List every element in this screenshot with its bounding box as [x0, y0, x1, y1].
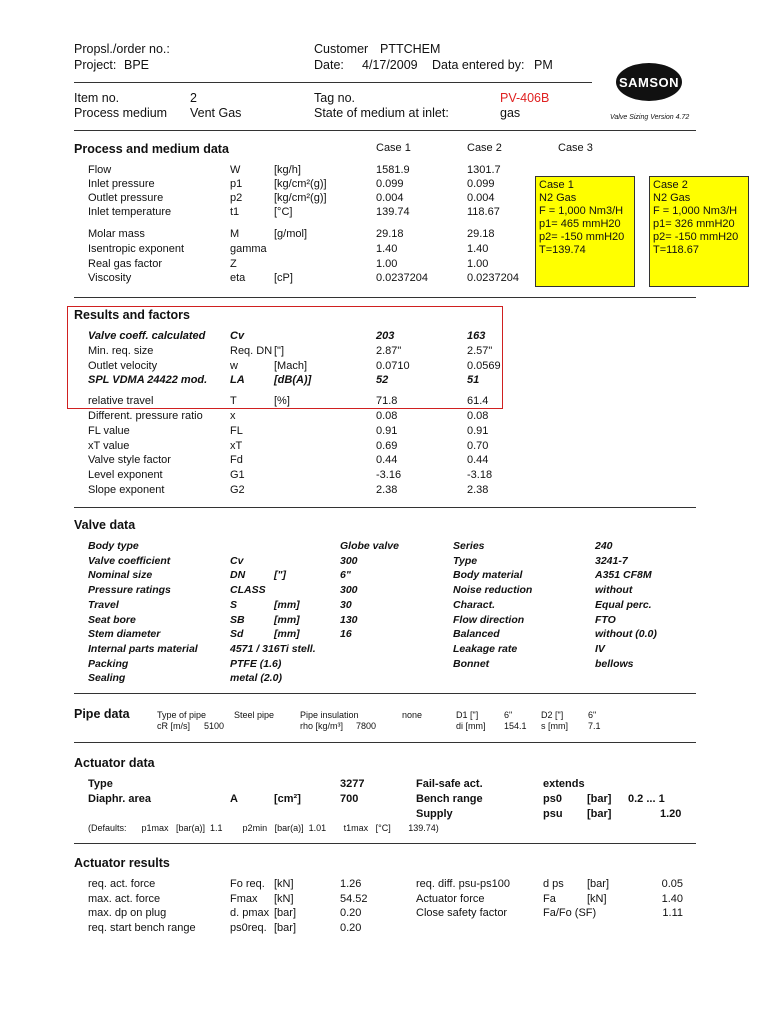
result-row-symbol: G2: [230, 484, 245, 496]
process-row-case2: 29.18: [467, 228, 495, 240]
d1-label: D1 ["]: [456, 710, 479, 720]
valve-row-label: Pressure ratings: [88, 584, 171, 597]
result-row-symbol: w: [230, 360, 238, 372]
failsafe-label: Fail-safe act.: [416, 778, 483, 790]
area-unit: [cm²]: [274, 793, 301, 805]
process-row-name: Inlet temperature: [88, 206, 172, 218]
result-row-symbol: xT: [230, 440, 243, 452]
note-line: p2= -150 mmH20: [653, 231, 739, 243]
valve-row-unit: [mm]: [274, 598, 300, 611]
valve-row-value2: 240: [595, 540, 613, 552]
valve-row-label2: Leakage rate: [453, 642, 518, 655]
area-sym: A: [230, 793, 238, 805]
valve-row-label2: Series: [453, 540, 485, 552]
bench-value: 0.2 ... 1: [628, 793, 665, 805]
pipe-type-label: Type of pipe: [157, 710, 207, 720]
actres-row-value: 1.26: [340, 878, 362, 890]
medium-label: Process medium: [74, 106, 168, 120]
valve-row-label: Travel: [88, 598, 119, 611]
actres-row-label: req. start bench range: [88, 922, 196, 934]
valve-row-symbol: 4571 / 316Ti stell.: [230, 642, 316, 655]
process-row-case1: 0.004: [376, 192, 404, 204]
area-value: 700: [340, 793, 359, 805]
result-row-case1: 203: [376, 330, 395, 342]
actres-row-unit: [bar]: [274, 922, 297, 934]
result-row-case2: 0.44: [467, 454, 489, 466]
valve-row-value: 30: [340, 598, 352, 611]
valve-row-symbol: metal (2.0): [230, 672, 282, 685]
note-line: Case 1: [539, 179, 574, 191]
result-row-case2: 51: [467, 374, 480, 386]
result-row-case2: 0.70: [467, 440, 489, 452]
actres-row-value2: 0.05: [661, 878, 683, 890]
result-row-case2: 0.91: [467, 425, 489, 437]
result-row-case1: 0.0710: [376, 360, 410, 372]
result-row-symbol: LA: [230, 374, 245, 386]
result-row-case2: 0.0569: [467, 360, 501, 372]
actres-row-symbol: Fo req.: [230, 878, 265, 890]
result-row-case1: 0.69: [376, 440, 398, 452]
di-value: 154.1: [504, 721, 527, 731]
result-row-name: xT value: [88, 440, 130, 452]
result-row-name: Slope exponent: [88, 484, 165, 496]
process-row-symbol: p1: [230, 178, 243, 190]
result-row-name: SPL VDMA 24422 mod.: [88, 374, 208, 386]
date-value: 4/17/2009: [362, 58, 418, 72]
actres-row-value: 0.20: [340, 922, 362, 934]
actres-row-symbol: ps0req.: [230, 922, 267, 934]
result-row-symbol: Fd: [230, 454, 243, 466]
case3-header: Case 3: [558, 142, 593, 154]
process-row-case1: 29.18: [376, 228, 404, 240]
valve-row-value: 300: [340, 584, 358, 597]
process-row-case1: 1.40: [376, 243, 398, 255]
customer-value: PTTCHEM: [380, 42, 441, 56]
result-row-case1: 0.44: [376, 454, 398, 466]
data-entered-value: PM: [534, 58, 553, 72]
valve-row-label2: Body material: [453, 569, 523, 582]
process-row-symbol: W: [230, 164, 241, 176]
process-row-name: Inlet pressure: [88, 178, 155, 190]
process-row-name: Flow: [88, 164, 112, 176]
valve-row-label2: Flow direction: [453, 613, 525, 626]
process-row-case1: 139.74: [376, 206, 410, 218]
result-row-name: Outlet velocity: [88, 360, 158, 372]
result-row-case2: 2.38: [467, 484, 489, 496]
process-row-name: Real gas factor: [88, 258, 162, 270]
valve-row-unit: [mm]: [274, 613, 300, 626]
area-label: Diaphr. area: [88, 793, 151, 805]
valve-row-value: Globe valve: [340, 540, 399, 552]
di-label: di [mm]: [456, 721, 486, 731]
supply-value: 1.20: [660, 808, 682, 820]
result-row-unit: ["]: [274, 345, 285, 357]
result-row-name: Valve style factor: [88, 454, 171, 466]
actres-row-value2: 1.40: [661, 893, 683, 905]
supply-label: Supply: [416, 808, 453, 820]
valve-row-label: Valve coefficient: [88, 554, 171, 567]
results-title: Results and factors: [74, 308, 191, 322]
process-row-unit: [g/mol]: [274, 228, 308, 240]
actres-row-symbol: Fmax: [230, 893, 258, 905]
valve-row-value2: A351 CF8M: [595, 569, 652, 582]
actres-row-unit2: [bar]: [587, 878, 610, 890]
process-row-symbol: t1: [230, 206, 240, 218]
result-row-case1: 0.91: [376, 425, 398, 437]
pipe-type-value: Steel pipe: [234, 710, 275, 720]
process-row-case2: 0.004: [467, 192, 495, 204]
process-row-case2: 0.0237204: [467, 272, 519, 284]
state-label: State of medium at inlet:: [314, 106, 449, 120]
valve-row-value2: without (0.0): [595, 628, 657, 641]
result-row-name: Valve coeff. calculated: [88, 330, 206, 342]
process-row-symbol: Z: [230, 258, 237, 270]
note-line: F = 1,000 Nm3/H: [653, 205, 738, 217]
actres-row-symbol2: Fa: [543, 893, 556, 905]
result-row-case2: 163: [467, 330, 486, 342]
s-label: s [mm]: [541, 721, 568, 731]
actres-row-value: 54.52: [340, 893, 368, 905]
process-row-name: Isentropic exponent: [88, 243, 185, 255]
valve-row-label: Nominal size: [88, 569, 153, 582]
d1-value: 6": [504, 710, 513, 720]
note-line: Case 2: [653, 179, 688, 191]
result-row-name: Level exponent: [88, 469, 163, 481]
result-row-unit: [%]: [274, 395, 290, 407]
valve-row-value: 16: [340, 628, 352, 641]
valve-row-label2: Noise reduction: [453, 584, 533, 597]
valve-row-label: Internal parts material: [88, 642, 198, 655]
process-row-case2: 1.40: [467, 243, 489, 255]
process-row-name: Outlet pressure: [88, 192, 164, 204]
item-label: Item no.: [74, 91, 120, 105]
valve-row-symbol: CLASS: [230, 584, 266, 597]
valve-row-value2: IV: [595, 642, 605, 655]
valve-row-unit: [mm]: [274, 628, 300, 641]
order-label: Propsl./order no.:: [74, 42, 170, 56]
medium-value: Vent Gas: [190, 106, 242, 120]
process-row-symbol: p2: [230, 192, 243, 204]
rho-value: 7800: [356, 721, 377, 731]
process-row-case1: 1.00: [376, 258, 398, 270]
supply-unit: [bar]: [587, 808, 612, 820]
valve-row-label: Packing: [88, 657, 129, 670]
samson-logo: SAMSON: [616, 63, 682, 101]
actres-row-unit: [kN]: [274, 893, 294, 905]
valve-row-symbol: PTFE (1.6): [230, 657, 282, 670]
process-row-case1: 1581.9: [376, 164, 410, 176]
process-row-symbol: eta: [230, 272, 246, 284]
valve-row-label: Body type: [88, 540, 139, 552]
valve-row-value2: Equal perc.: [595, 598, 652, 611]
supply-sym: psu: [543, 808, 563, 820]
actres-row-value2: 1.11: [662, 907, 683, 919]
process-row-case2: 1301.7: [467, 164, 501, 176]
project-label: Project:: [74, 58, 117, 72]
actres-row-symbol2: Fa/Fo (SF): [543, 907, 597, 919]
pipe-title: Pipe data: [74, 707, 130, 721]
valve-row-label2: Bonnet: [453, 657, 490, 670]
valve-row-label2: Balanced: [453, 628, 500, 641]
result-row-name: Different. pressure ratio: [88, 410, 203, 422]
process-row-symbol: M: [230, 228, 240, 240]
cr-value: 5100: [204, 721, 225, 731]
defaults-line: (Defaults: p1max [bar(a)] 1.1 p2min [bar(a)] 1.01 t1max [°C] 139.74): [88, 823, 439, 833]
valve-row-symbol: Cv: [230, 554, 244, 567]
insul-label: Pipe insulation: [300, 710, 359, 720]
actres-row-label2: req. diff. psu-ps100: [416, 878, 510, 890]
actres-row-label: max. act. force: [88, 893, 161, 905]
result-row-symbol: x: [230, 410, 236, 422]
result-row-symbol: Req. DN: [230, 345, 273, 357]
valve-row-symbol: SB: [230, 613, 245, 626]
valve-row-label2: Charact.: [453, 598, 496, 611]
result-row-unit: [dB(A)]: [274, 374, 312, 386]
valve-row-value: 6": [340, 569, 351, 582]
tag-label: Tag no.: [314, 91, 356, 105]
actres-row-value: 0.20: [340, 907, 362, 919]
actres-row-symbol: d. pmax: [230, 907, 270, 919]
d2-value: 6": [588, 710, 597, 720]
process-title: Process and medium data: [74, 142, 229, 156]
result-row-name: FL value: [88, 425, 130, 437]
note-line: F = 1,000 Nm3/H: [539, 205, 624, 217]
result-row-case2: -3.18: [467, 469, 493, 481]
bench-sym: ps0: [543, 793, 562, 805]
result-row-symbol: Cv: [230, 330, 245, 342]
valve-row-unit: ["]: [274, 569, 286, 582]
rho-label: rho [kg/m³]: [300, 721, 344, 731]
actres-row-label: req. act. force: [88, 878, 156, 890]
valve-row-value: 130: [340, 613, 358, 626]
valve-row-symbol: S: [230, 598, 238, 611]
valve-row-value2: FTO: [595, 613, 616, 626]
case1-note: [535, 176, 635, 287]
process-row-unit: [kg/h]: [274, 164, 301, 176]
valve-row-value2: bellows: [595, 657, 634, 670]
data-entered-label: Data entered by:: [432, 58, 525, 72]
valve-row-value2: 3241-7: [595, 554, 628, 567]
result-row-symbol: G1: [230, 469, 245, 481]
valve-row-label: Seat bore: [88, 613, 136, 626]
note-line: p1= 465 mmH20: [539, 218, 621, 230]
process-row-case1: 0.099: [376, 178, 404, 190]
valve-row-value2: without: [595, 584, 633, 597]
result-row-name: relative travel: [88, 395, 154, 407]
project-value: BPE: [124, 58, 150, 72]
actres-row-unit: [kN]: [274, 878, 294, 890]
result-row-case1: 52: [376, 374, 389, 386]
result-row-case2: 61.4: [467, 395, 489, 407]
result-row-case2: 2.57": [467, 345, 493, 357]
result-row-case1: -3.16: [376, 469, 402, 481]
tag-value: PV-406B: [500, 91, 550, 105]
valve-row-symbol: DN: [230, 569, 246, 582]
failsafe-value: extends: [543, 778, 585, 790]
process-row-case2: 118.67: [467, 206, 500, 218]
actres-row-symbol2: d ps: [543, 878, 564, 890]
act-type-value: 3277: [340, 778, 365, 790]
process-row-symbol: gamma: [230, 243, 267, 255]
result-row-case1: 2.87": [376, 345, 402, 357]
date-label: Date:: [314, 58, 344, 72]
process-row-unit: [kg/cm²(g)]: [274, 192, 327, 204]
process-row-name: Molar mass: [88, 228, 145, 240]
result-row-case1: 71.8: [376, 395, 398, 407]
version-text: Valve Sizing Version 4.72: [610, 114, 690, 121]
process-row-case1: 0.0237204: [376, 272, 428, 284]
note-line: N2 Gas: [539, 192, 577, 204]
case2-note: [649, 176, 749, 287]
result-row-name: Min. req. size: [88, 345, 154, 357]
result-row-case1: 0.08: [376, 410, 398, 422]
actuator-title: Actuator data: [74, 756, 155, 770]
note-line: T=139.74: [539, 244, 586, 256]
result-row-symbol: T: [230, 395, 237, 407]
case1-header: Case 1: [376, 142, 411, 154]
insul-value: none: [402, 710, 423, 720]
process-row-unit: [kg/cm²(g)]: [274, 178, 327, 190]
bench-unit: [bar]: [587, 793, 612, 805]
act-type-label: Type: [88, 778, 113, 790]
valve-row-label: Sealing: [88, 672, 126, 685]
process-row-name: Viscosity: [88, 272, 132, 284]
cr-label: cR [m/s]: [157, 721, 190, 731]
actres-row-label2: Close safety factor: [416, 907, 508, 919]
result-row-symbol: FL: [230, 425, 243, 437]
result-row-case1: 2.38: [376, 484, 398, 496]
item-value: 2: [190, 91, 197, 105]
process-row-case2: 0.099: [467, 178, 495, 190]
valve-row-value: 300: [340, 554, 358, 567]
process-row-unit: [°C]: [274, 206, 293, 218]
s-value: 7.1: [588, 721, 601, 731]
actres-row-label2: Actuator force: [416, 893, 485, 905]
note-line: N2 Gas: [653, 192, 691, 204]
actres-row-label: max. dp on plug: [88, 907, 167, 919]
customer-label: Customer: [314, 42, 369, 56]
valve-row-symbol: Sd: [230, 628, 244, 641]
note-line: p2= -150 mmH20: [539, 231, 625, 243]
valve-title: Valve data: [74, 518, 136, 532]
actres-row-unit: [bar]: [274, 907, 297, 919]
process-row-unit: [cP]: [274, 272, 293, 284]
result-row-case2: 0.08: [467, 410, 489, 422]
bench-label: Bench range: [416, 793, 483, 805]
d2-label: D2 ["]: [541, 710, 564, 720]
valve-row-label: Stem diameter: [88, 628, 161, 641]
result-row-unit: [Mach]: [274, 360, 308, 372]
state-value: gas: [500, 106, 521, 120]
note-line: p1= 326 mmH20: [653, 218, 735, 230]
valve-row-label2: Type: [453, 554, 478, 567]
process-row-case2: 1.00: [467, 258, 489, 270]
case2-header: Case 2: [467, 142, 502, 154]
actres-row-unit2: [kN]: [587, 893, 607, 905]
note-line: T=118.67: [653, 244, 699, 256]
act-results-title: Actuator results: [74, 856, 170, 870]
